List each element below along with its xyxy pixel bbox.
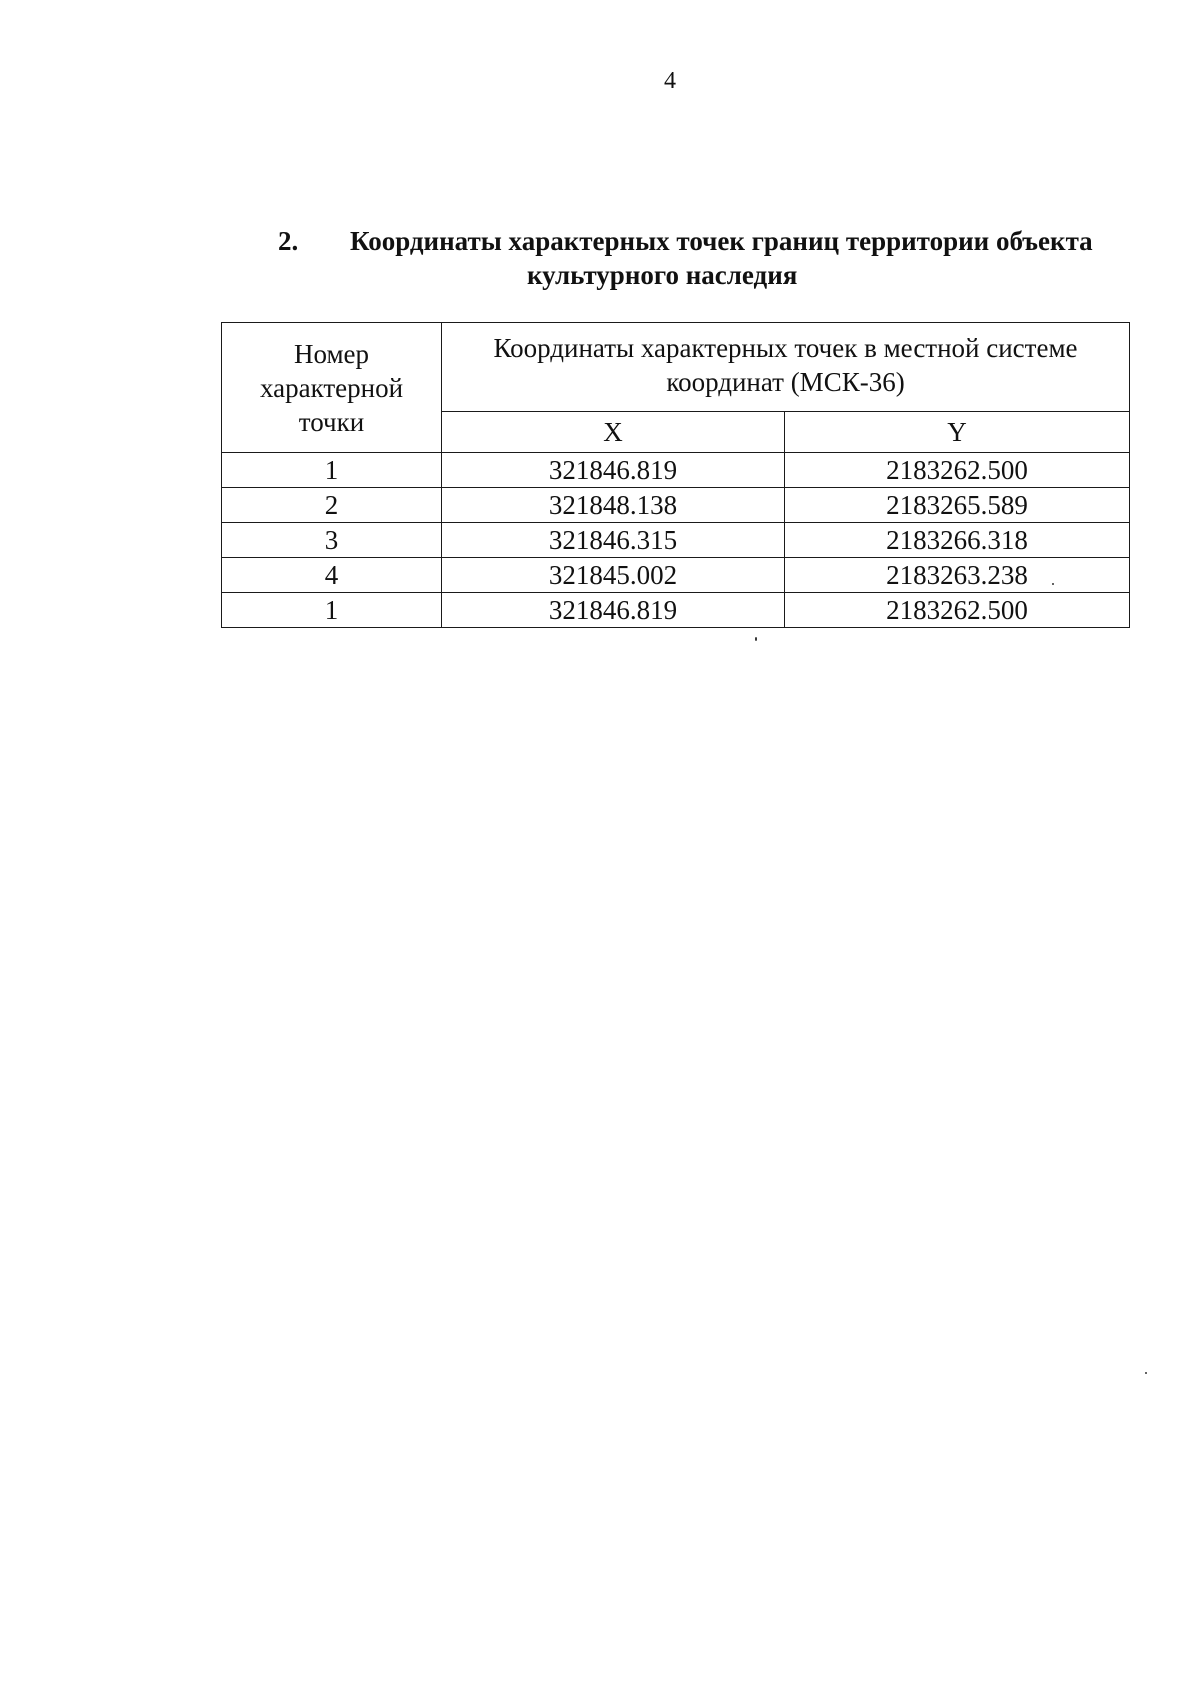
- scan-speck: [1145, 1372, 1147, 1374]
- cell-point: 2: [222, 488, 442, 523]
- scan-speck: [755, 637, 757, 641]
- cell-y: 2183266.318: [785, 523, 1130, 558]
- cell-x: 321848.138: [442, 488, 785, 523]
- table-row: [222, 488, 1130, 523]
- header-point-line2: характерной: [259, 373, 404, 403]
- table-row: [222, 523, 1130, 558]
- cell-y: 2183262.500: [785, 453, 1130, 488]
- cell-x: 321846.819: [442, 593, 785, 628]
- page-number: 4: [664, 68, 676, 94]
- header-coords-line1: Координаты характерных точек в местной системе: [493, 333, 1078, 363]
- header-x: X: [442, 412, 785, 453]
- cell-x: 321846.315: [442, 523, 785, 558]
- cell-point: 3: [222, 523, 442, 558]
- cell-y: 2183262.500: [785, 593, 1130, 628]
- section-title-line1: Координаты характерных точек границ территории объекта: [350, 226, 1093, 256]
- section-number: 2.: [278, 226, 299, 256]
- table-row: [222, 593, 1130, 628]
- header-point-number: [222, 323, 442, 453]
- table-row: [222, 558, 1130, 593]
- header-coordinates: [442, 323, 1130, 412]
- section-title-line2: культурного наследия: [527, 260, 798, 290]
- coordinates-table: [221, 322, 1130, 628]
- cell-x: 321846.819: [442, 453, 785, 488]
- header-coords-line2: координат (МСК-36): [666, 367, 905, 397]
- cell-point: 1: [222, 453, 442, 488]
- header-y: Y: [785, 412, 1130, 453]
- cell-point: 1: [222, 593, 442, 628]
- scan-speck: [1052, 583, 1054, 585]
- table-row: [222, 453, 1130, 488]
- cell-y: 2183265.589: [785, 488, 1130, 523]
- cell-point: 4: [222, 558, 442, 593]
- header-point-line3: точки: [298, 407, 365, 437]
- cell-x: 321845.002: [442, 558, 785, 593]
- header-point-line1: Номер: [293, 339, 370, 369]
- cell-y: 2183263.238: [785, 558, 1130, 593]
